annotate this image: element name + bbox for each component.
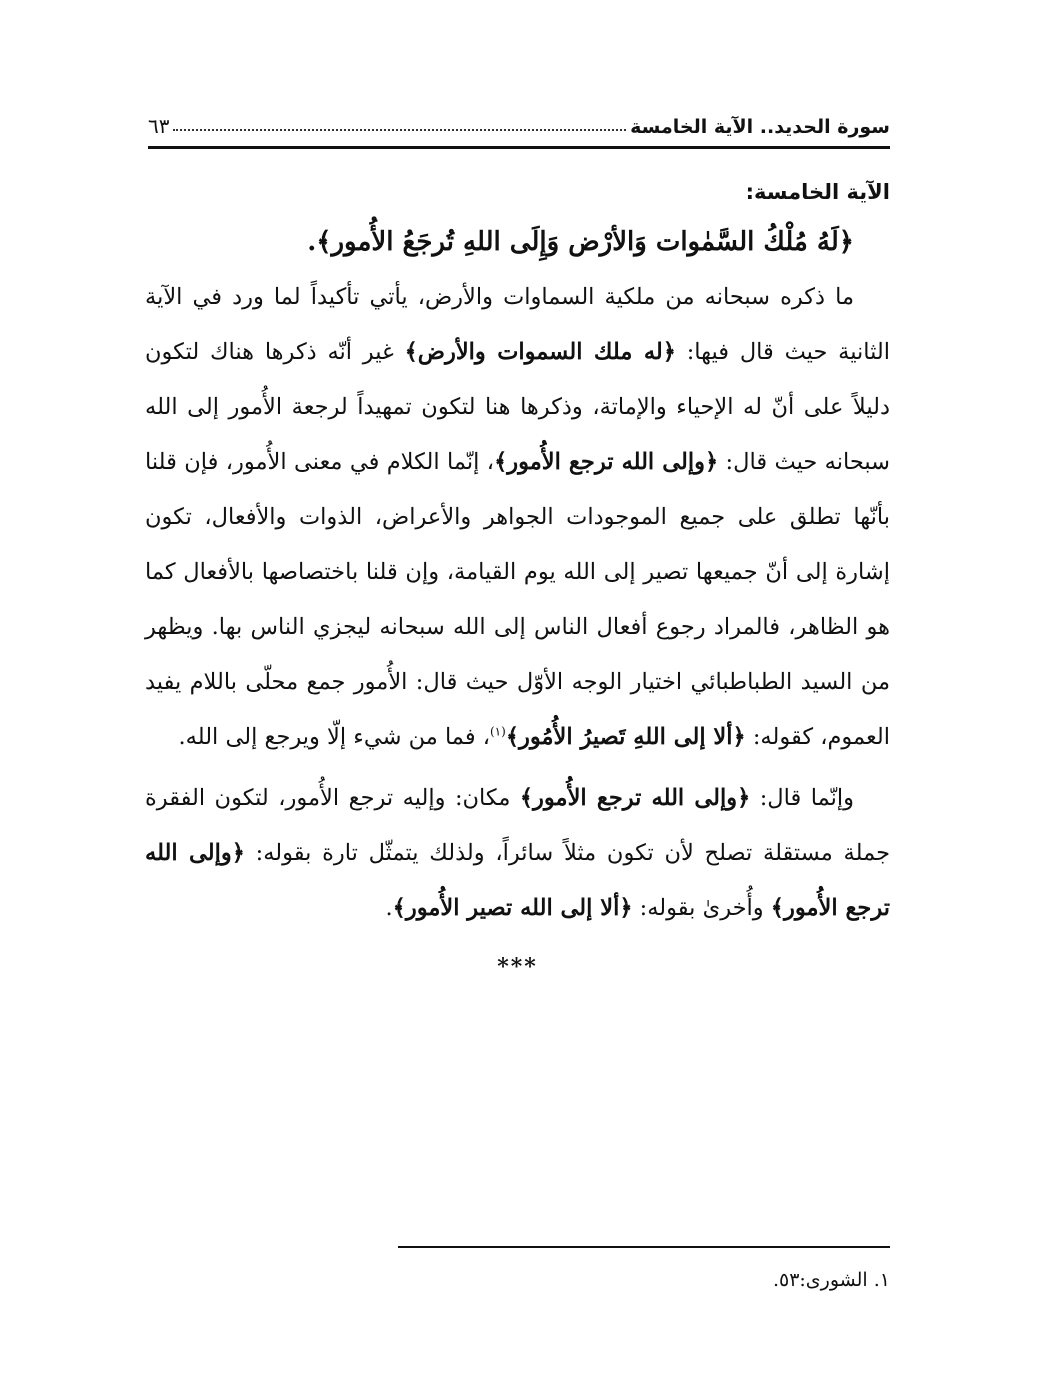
paragraph-1-quote-3: ﴿ألا إلى اللهِ تَصيرُ الأُمُور﴾ [505, 724, 746, 750]
paragraph-1-quote-2: ﴿وإلى الله ترجع الأُمور﴾ [494, 449, 719, 475]
verse-line: ﴿لَهُ مُلْكُ السَّمٰوات وَالأرْض وَإِلَى اللهِ تُرجَعُ الأُمور﴾. [307, 227, 854, 257]
page-number: ٦٣ [148, 114, 170, 138]
paragraph-2-quote-3: ﴿ألا إلى الله تصير الأُمور﴾ [392, 895, 633, 921]
paragraph-2 [145, 771, 890, 936]
footnote-reference[interactable]: (١) [489, 724, 506, 739]
running-header [148, 104, 890, 138]
paragraph-1-text-1: ما ذكره سبحانه من ملكية السماوات والأرض، يأتي تأكيداً لما ورد في الآية الثانية حيث قال فيها: [145, 284, 890, 365]
main-content [145, 168, 890, 980]
paragraph-1 [145, 270, 890, 765]
paragraph-2-text-4: . [385, 895, 393, 921]
paragraph-2-quote-2: ﴿وإلى الله ترجع الأُمور﴾ [145, 840, 890, 921]
section-heading: الآية الخامسة: [745, 180, 890, 204]
paragraph-2-text-3: وأُخرىٰ بقوله: [632, 895, 771, 921]
paragraph-1-text-2: غير أنّه ذكرها هناك لتكون دليلاً على أنّ له الإحياء والإماتة، وذكرها هنا لتكون تمهيداً لرجعة الأُمور إلى الله سبحانه حيث قال: [145, 339, 891, 475]
header-title: سورة الحديد.. الآية الخامسة [630, 116, 890, 138]
paragraph-1-quote-1: ﴿له ملك السموات والأرض﴾ [404, 339, 676, 365]
footnote-1: ١. الشورى:٥٣. [772, 1269, 890, 1291]
section-separator: *** [497, 954, 538, 980]
footnote-rule [398, 1246, 890, 1248]
header-leader-dots [173, 129, 626, 131]
paragraph-2-text-1: وإنّما قال: [750, 785, 854, 811]
paragraph-1-text-4: ، فما من شيء إلّا ويرجع إلى الله. [178, 724, 490, 750]
header-rule [148, 146, 890, 149]
paragraph-2-quote-1: ﴿وإلى الله ترجع الأُمور﴾ [519, 785, 751, 811]
paragraph-2-text-2: مكان: وإليه ترجع الأُمور، لتكون الفقرة جملة مستقلة تصلح لأن تكون مثلاً سائراً، ولذلك يتمثّل تارة بقوله: [145, 785, 890, 866]
paragraph-1-text-3: ، إنّما الكلام في معنى الأُمور، فإن قلنا بأنّها تطلق على جميع الموجودات الجواهر والأعراض، الذوات والأفعال، تكون إشارة إلى أنّ جميعها تصير إلى الله يوم القيامة، وإن قلنا باختصاصها بالأفعال كما هو الظاهر، فالمراد رجوع أفعال الناس إلى الله سبحانه ليجزي الناس بها. ويظهر من السيد الطباطبائي اختيار الوجه الأوّل حيث قال: الأُمور جمع محلّى باللام يفيد العموم، كقوله: [145, 449, 890, 750]
